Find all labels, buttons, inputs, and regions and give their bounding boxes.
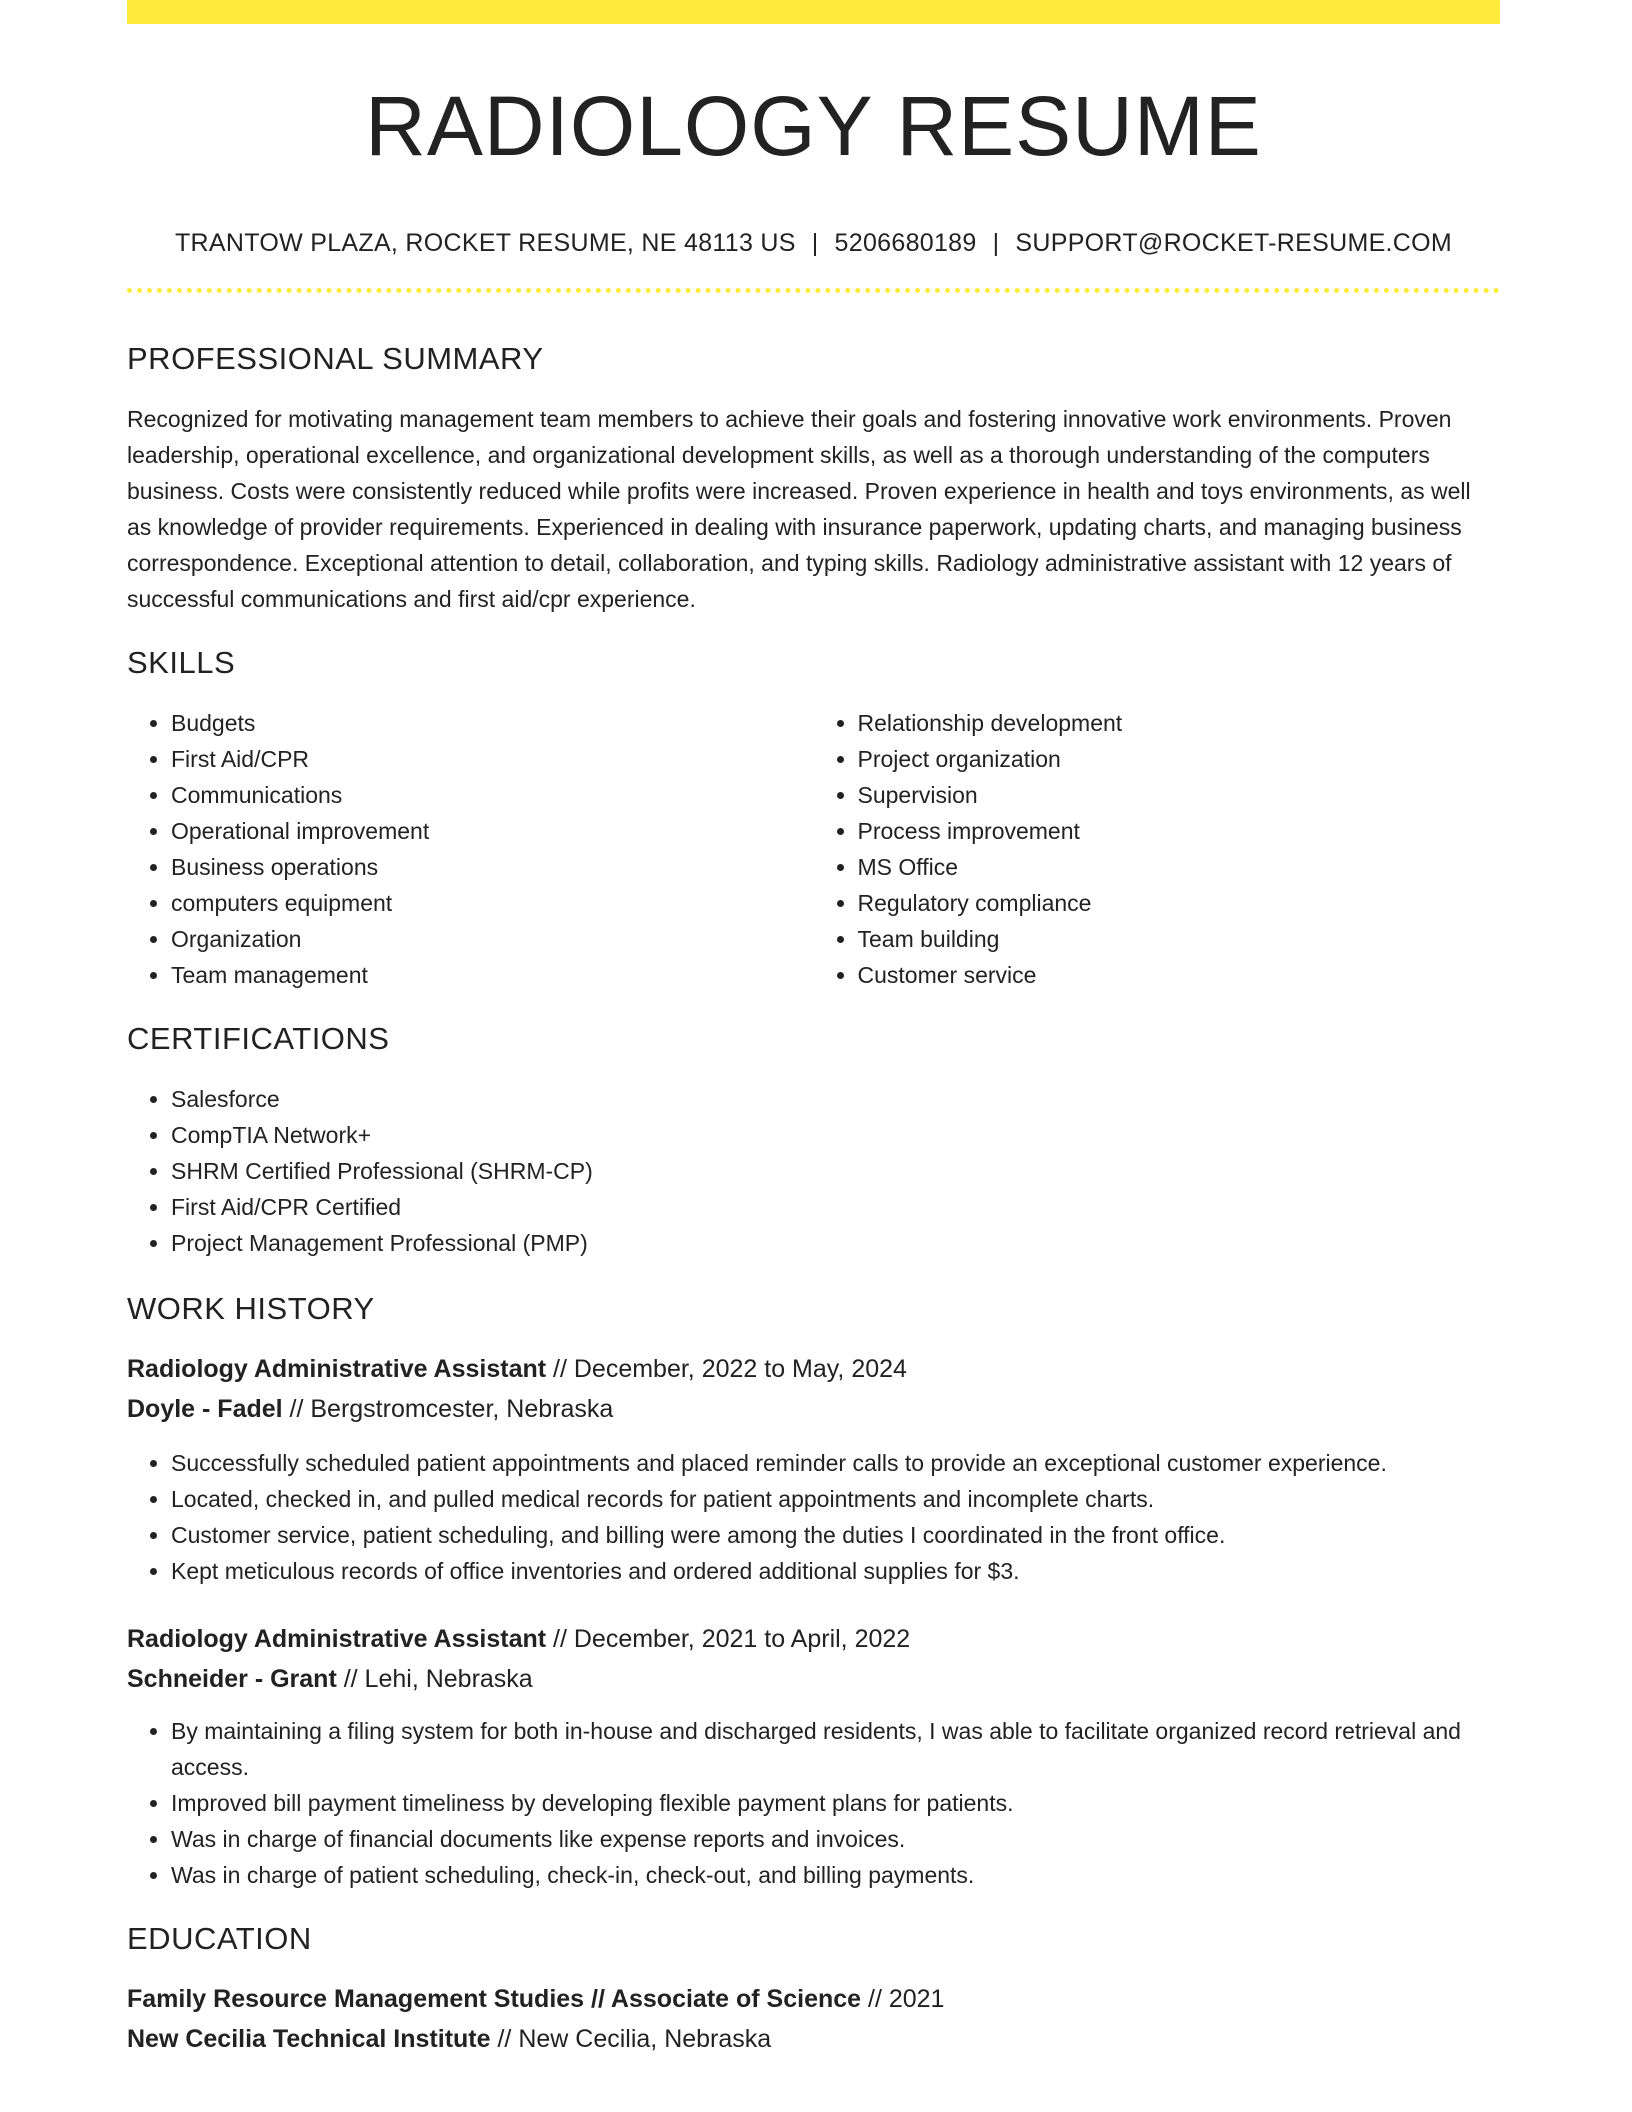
- job-duties-list: [127, 1713, 1500, 1893]
- contact-address: TRANTOW PLAZA, ROCKET RESUME, NE 48113 US: [174, 229, 796, 257]
- job-title-line: [127, 1349, 1500, 1389]
- work-history-heading: WORK HISTORY: [127, 1291, 375, 1326]
- summary-heading: PROFESSIONAL SUMMARY: [127, 341, 544, 376]
- skill-item: • Regulatory compliance: [858, 885, 1501, 921]
- job-role: Radiology Administrative Assistant: [127, 1625, 547, 1653]
- skills-list: [127, 705, 1500, 993]
- contact-email: SUPPORT@ROCKET-RESUME.COM: [1015, 229, 1453, 257]
- job-duty-item: • Was in charge of patient scheduling, check-in, check-out, and billing payments.: [171, 1857, 1500, 1893]
- job-dates: // December, 2021 to April, 2022: [546, 1625, 911, 1653]
- header-divider: [127, 288, 1500, 293]
- certification-item: • Salesforce: [171, 1081, 1500, 1117]
- skills-heading: SKILLS: [127, 645, 236, 680]
- contact-phone: 5206680189: [834, 229, 977, 257]
- contact-separator: |: [992, 229, 1000, 257]
- skill-item: • Project organization: [858, 741, 1501, 777]
- job-company: Doyle - Fadel: [127, 1395, 283, 1423]
- skill-item: • Team management: [171, 957, 814, 993]
- job-company: Schneider - Grant: [127, 1665, 337, 1693]
- job-duty-item: • Was in charge of financial documents like expense reports and invoices.: [171, 1821, 1500, 1857]
- certifications-heading: CERTIFICATIONS: [127, 1021, 390, 1056]
- skill-item: • MS Office: [858, 849, 1501, 885]
- resume-page: [127, 0, 1500, 2059]
- skill-item: • Relationship development: [858, 705, 1501, 741]
- job-dates: // December, 2022 to May, 2024: [546, 1355, 907, 1383]
- education-school: New Cecilia Technical Institute: [127, 2025, 491, 2053]
- skill-item: • Customer service: [858, 957, 1501, 993]
- job-entry: [127, 1349, 1500, 1589]
- summary-text: Recognized for motivating management team members to achieve their goals and fostering innovative work environments. Proven leadership, operational excellence, and organizational development skills, as well as a thorough understanding of the computers business. Costs were consistently reduced while profits were increased. Proven experience in health and toys environments, as well as knowledge of provider requirements. Experienced in dealing with insurance paperwork, updating charts, and managing business correspondence. Exceptional attention to detail, collaboration, and typing skills. Radiology administrative assistant with 12 years of successful communications and first aid/cpr experience.: [127, 406, 1471, 612]
- skill-item: • Communications: [171, 777, 814, 813]
- job-location: // Bergstromcester, Nebraska: [282, 1395, 614, 1423]
- skill-item: • Operational improvement: [171, 813, 814, 849]
- education-heading: EDUCATION: [127, 1921, 312, 1956]
- job-duties-list: [127, 1445, 1500, 1589]
- job-duty-item: • Located, checked in, and pulled medical records for patient appointments and incomplete charts.: [171, 1481, 1500, 1517]
- certifications-list: [127, 1081, 1500, 1261]
- accent-top-bar: [127, 0, 1500, 24]
- job-duty-item: • Customer service, patient scheduling, and billing were among the duties I coordinated in the front office.: [171, 1517, 1500, 1553]
- job-title-line: [127, 1619, 1500, 1659]
- certification-item: • Project Management Professional (PMP): [171, 1225, 1500, 1261]
- education-degree-line: [127, 1979, 1500, 2019]
- contact-line: [127, 229, 1500, 258]
- skill-item: • Team building: [858, 921, 1501, 957]
- skill-item: • Budgets: [171, 705, 814, 741]
- education-entry: [127, 1979, 1500, 2059]
- job-company-line: [127, 1389, 1500, 1429]
- job-duty-item: • Successfully scheduled patient appointments and placed reminder calls to provide an exceptional customer experience.: [171, 1445, 1500, 1481]
- contact-separator: |: [811, 229, 819, 257]
- skill-item: • computers equipment: [171, 885, 814, 921]
- job-location: // Lehi, Nebraska: [336, 1665, 533, 1693]
- education-school-line: [127, 2019, 1500, 2059]
- resume-title: RADIOLOGY RESUME: [365, 79, 1262, 173]
- skill-item: • Business operations: [171, 849, 814, 885]
- job-duty-item: • By maintaining a filing system for both in-house and discharged residents, I was able to facilitate organized record retrieval and access.: [171, 1713, 1500, 1785]
- skill-item: • Supervision: [858, 777, 1501, 813]
- job-entry: [127, 1619, 1500, 1893]
- skills-column-left: [127, 705, 814, 993]
- job-company-line: [127, 1659, 1500, 1699]
- certification-item: • CompTIA Network+: [171, 1117, 1500, 1153]
- skill-item: • First Aid/CPR: [171, 741, 814, 777]
- job-duty-item: • Kept meticulous records of office inventories and ordered additional supplies for $3.: [171, 1553, 1500, 1589]
- skill-item: • Process improvement: [858, 813, 1501, 849]
- certification-item: • First Aid/CPR Certified: [171, 1189, 1500, 1225]
- job-duty-item: • Improved bill payment timeliness by developing flexible payment plans for patients.: [171, 1785, 1500, 1821]
- certification-item: • SHRM Certified Professional (SHRM-CP): [171, 1153, 1500, 1189]
- skill-item: • Organization: [171, 921, 814, 957]
- job-role: Radiology Administrative Assistant: [127, 1355, 547, 1383]
- education-degree: Family Resource Management Studies // Associate of Science: [127, 1985, 862, 2013]
- skills-column-right: [814, 705, 1501, 993]
- education-location: // New Cecilia, Nebraska: [490, 2025, 772, 2053]
- education-year: // 2021: [861, 1985, 945, 2013]
